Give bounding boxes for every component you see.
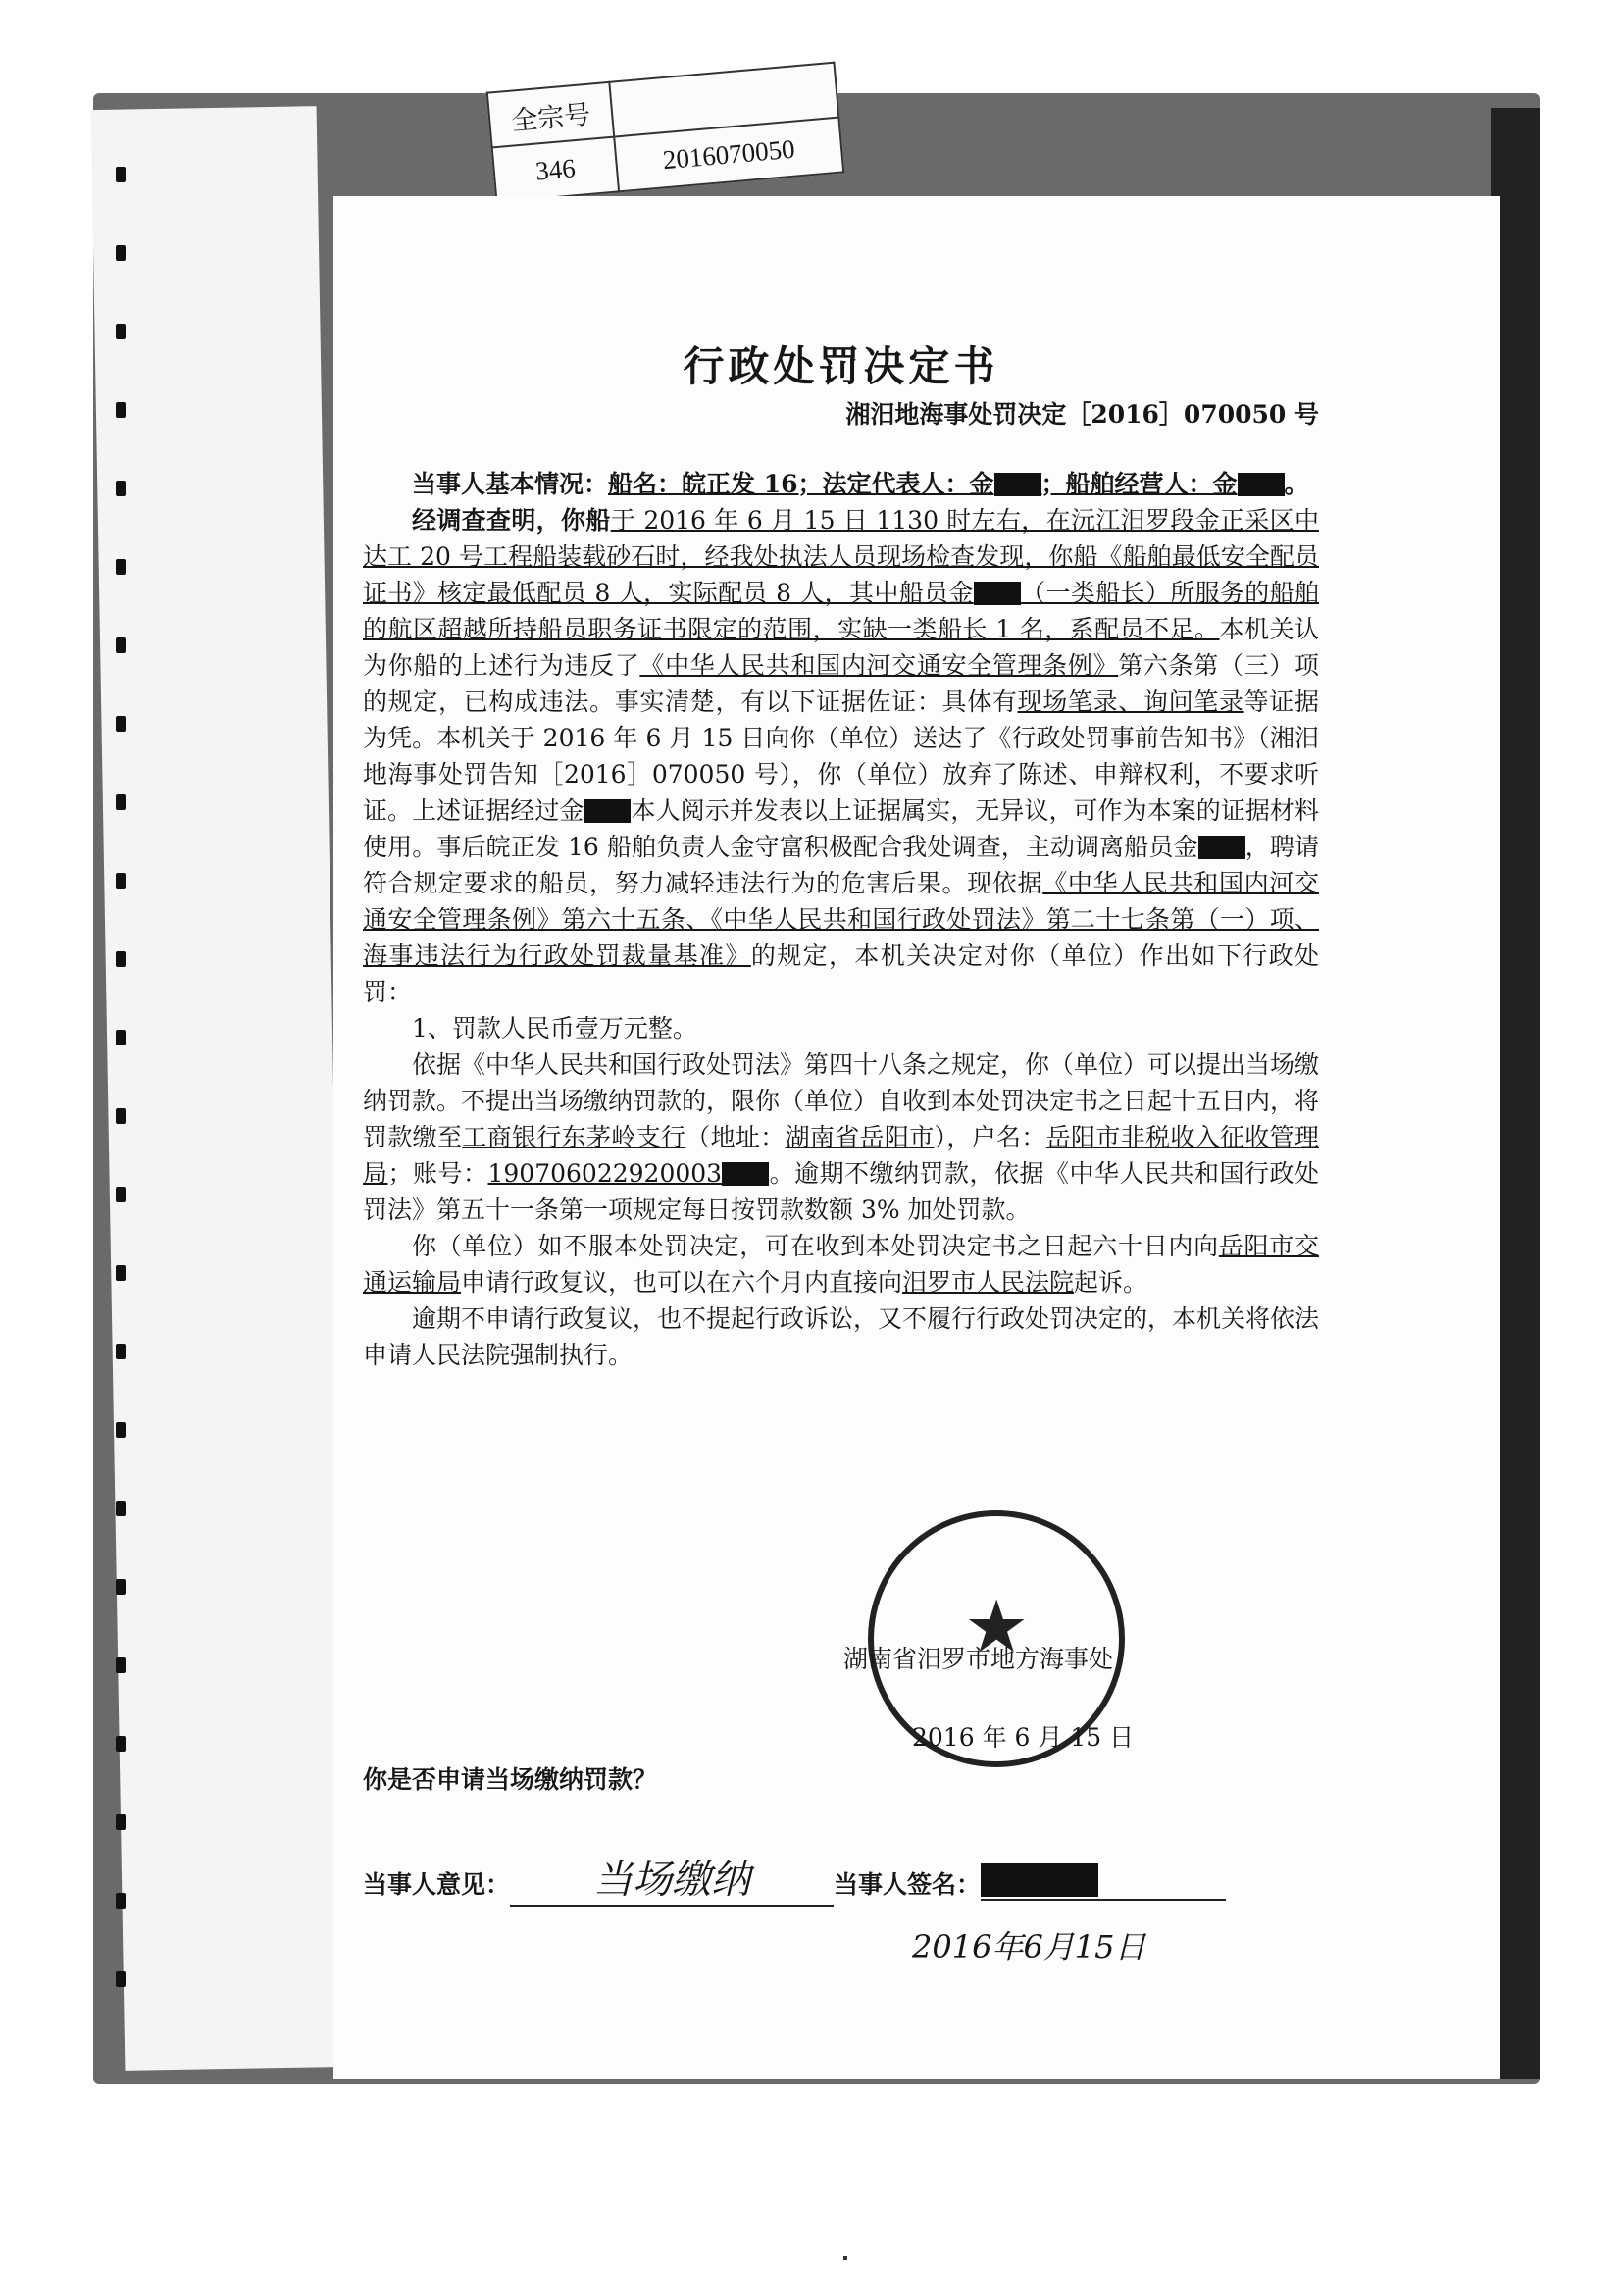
redaction-mark bbox=[584, 799, 631, 823]
scan-speck bbox=[843, 2256, 847, 2260]
star-icon: ★ bbox=[964, 1585, 1030, 1669]
redaction-mark bbox=[1198, 836, 1245, 859]
enforcement-paragraph: 逾期不申请行政复议，也不提起行政诉讼，又不履行行政处罚决定的，本机关将依法申请人民法院强制执行。 bbox=[363, 1304, 1320, 1369]
opinion-label: 当事人意见： bbox=[363, 1870, 511, 1899]
signature-date: 2016年6月15日 bbox=[912, 1928, 1146, 1965]
party-opinion-row bbox=[363, 1849, 1344, 1907]
payment-paragraph: 依据《中华人民共和国行政处罚法》第四十八条之规定，你（单位）可以提出当场缴纳罚款。不提出当场缴纳罚款的，限你（单位）自收到本处罚决定书之日起十五日内，将罚款缴至工商银行东茅岭支行（地址：湖南省岳阳市），户名：岳阳市非税收入征收管理局；账号：190706022920003 。逾期不缴纳罚款，依据《中华人民共和国行政处罚法》第五十一条第一项规定每日按罚款数额 3% 加处罚款。 bbox=[363, 1050, 1320, 1224]
document-title: 行政处罚决定书 bbox=[683, 342, 999, 390]
document-body bbox=[363, 342, 1320, 1373]
binding-holes bbox=[116, 167, 131, 2030]
payment-question: 你是否申请当场缴纳罚款？ bbox=[363, 1765, 658, 1794]
redaction-mark bbox=[994, 473, 1041, 496]
appeal-paragraph: 你（单位）如不服本处罚决定，可在收到本处罚决定书之日起六十日内向岳阳市交通运输局申请行政复议，也可以在六个月内直接向汨罗市人民法院起诉。 bbox=[363, 1232, 1319, 1297]
reference-number: 湘汨地海事处罚决定［2016］070050 号 bbox=[845, 400, 1319, 429]
party-info: 当事人基本情况：船名：皖正发 16；法定代表人：金 ；船舶经营人：金 。 bbox=[412, 470, 1309, 498]
redaction-mark bbox=[1238, 473, 1285, 496]
archive-case-number: 2016070050 bbox=[614, 118, 843, 192]
archive-fonds-number: 346 bbox=[492, 137, 619, 203]
signature-line bbox=[981, 1863, 1226, 1901]
issue-date: 2016 年 6 月 15 日 bbox=[912, 1723, 1135, 1752]
issuing-authority: 湖南省汨罗市地方海事处 bbox=[843, 1645, 1114, 1673]
archive-label: 全宗号 bbox=[487, 82, 614, 148]
signature-label: 当事人签名： bbox=[834, 1870, 982, 1899]
redaction-mark bbox=[974, 582, 1021, 605]
investigation-paragraph: 经调查查明，你船于 2016 年 6 月 15 日 1130 时左右，在沅江汨罗段金正采区中达工 20 号工程船装载砂石时，经我处执法人员现场检查发现，你船《船舶最低安全配员证书》核定最低配员 8 人，实际配员 8 人，其中船员金 （一类船长）所服务的船舶的航区超越所持船员职务证书限定的范围，实缺一类船长 1 名，系配员不足。本机关认为你船的上述行为违反了《中华人民共和国内河交通安全管理条例》第六条第（三）项的规定，已构成违法。事实清楚，有以下证据佐证：具体有现场笔录、询问笔录等证据为凭。本机关于 2016 年 6 月 15 日向你（单位）送达了《行政处罚事前告知书》（湘汨地海事处罚告知［2016］070050 号），你（单位）放弃了陈述、申辩权利，不要求听证。上述证据经过金 本人阅示并发表以上证据属实，无异议，可作为本案的证据材料使用。事后皖正发 16 船舶负责人金守富积极配合我处调查，主动调离船员金 ，聘请符合规定要求的船员，努力减轻违法行为的危害后果。现依据《中华人民共和国内河交通安全管理条例》第六十五条、《中华人民共和国行政处罚法》第二十七条第（一）项、海事违法行为行政处罚裁量基准》的规定，本机关决定对你（单位）作出如下行政处罚： bbox=[363, 506, 1319, 1006]
redaction-mark bbox=[722, 1162, 769, 1186]
penalty-item: 1、罚款人民币壹万元整。 bbox=[412, 1014, 697, 1043]
opinion-handwriting: 当场缴纳 bbox=[510, 1849, 834, 1907]
redaction-mark bbox=[981, 1863, 1098, 1897]
